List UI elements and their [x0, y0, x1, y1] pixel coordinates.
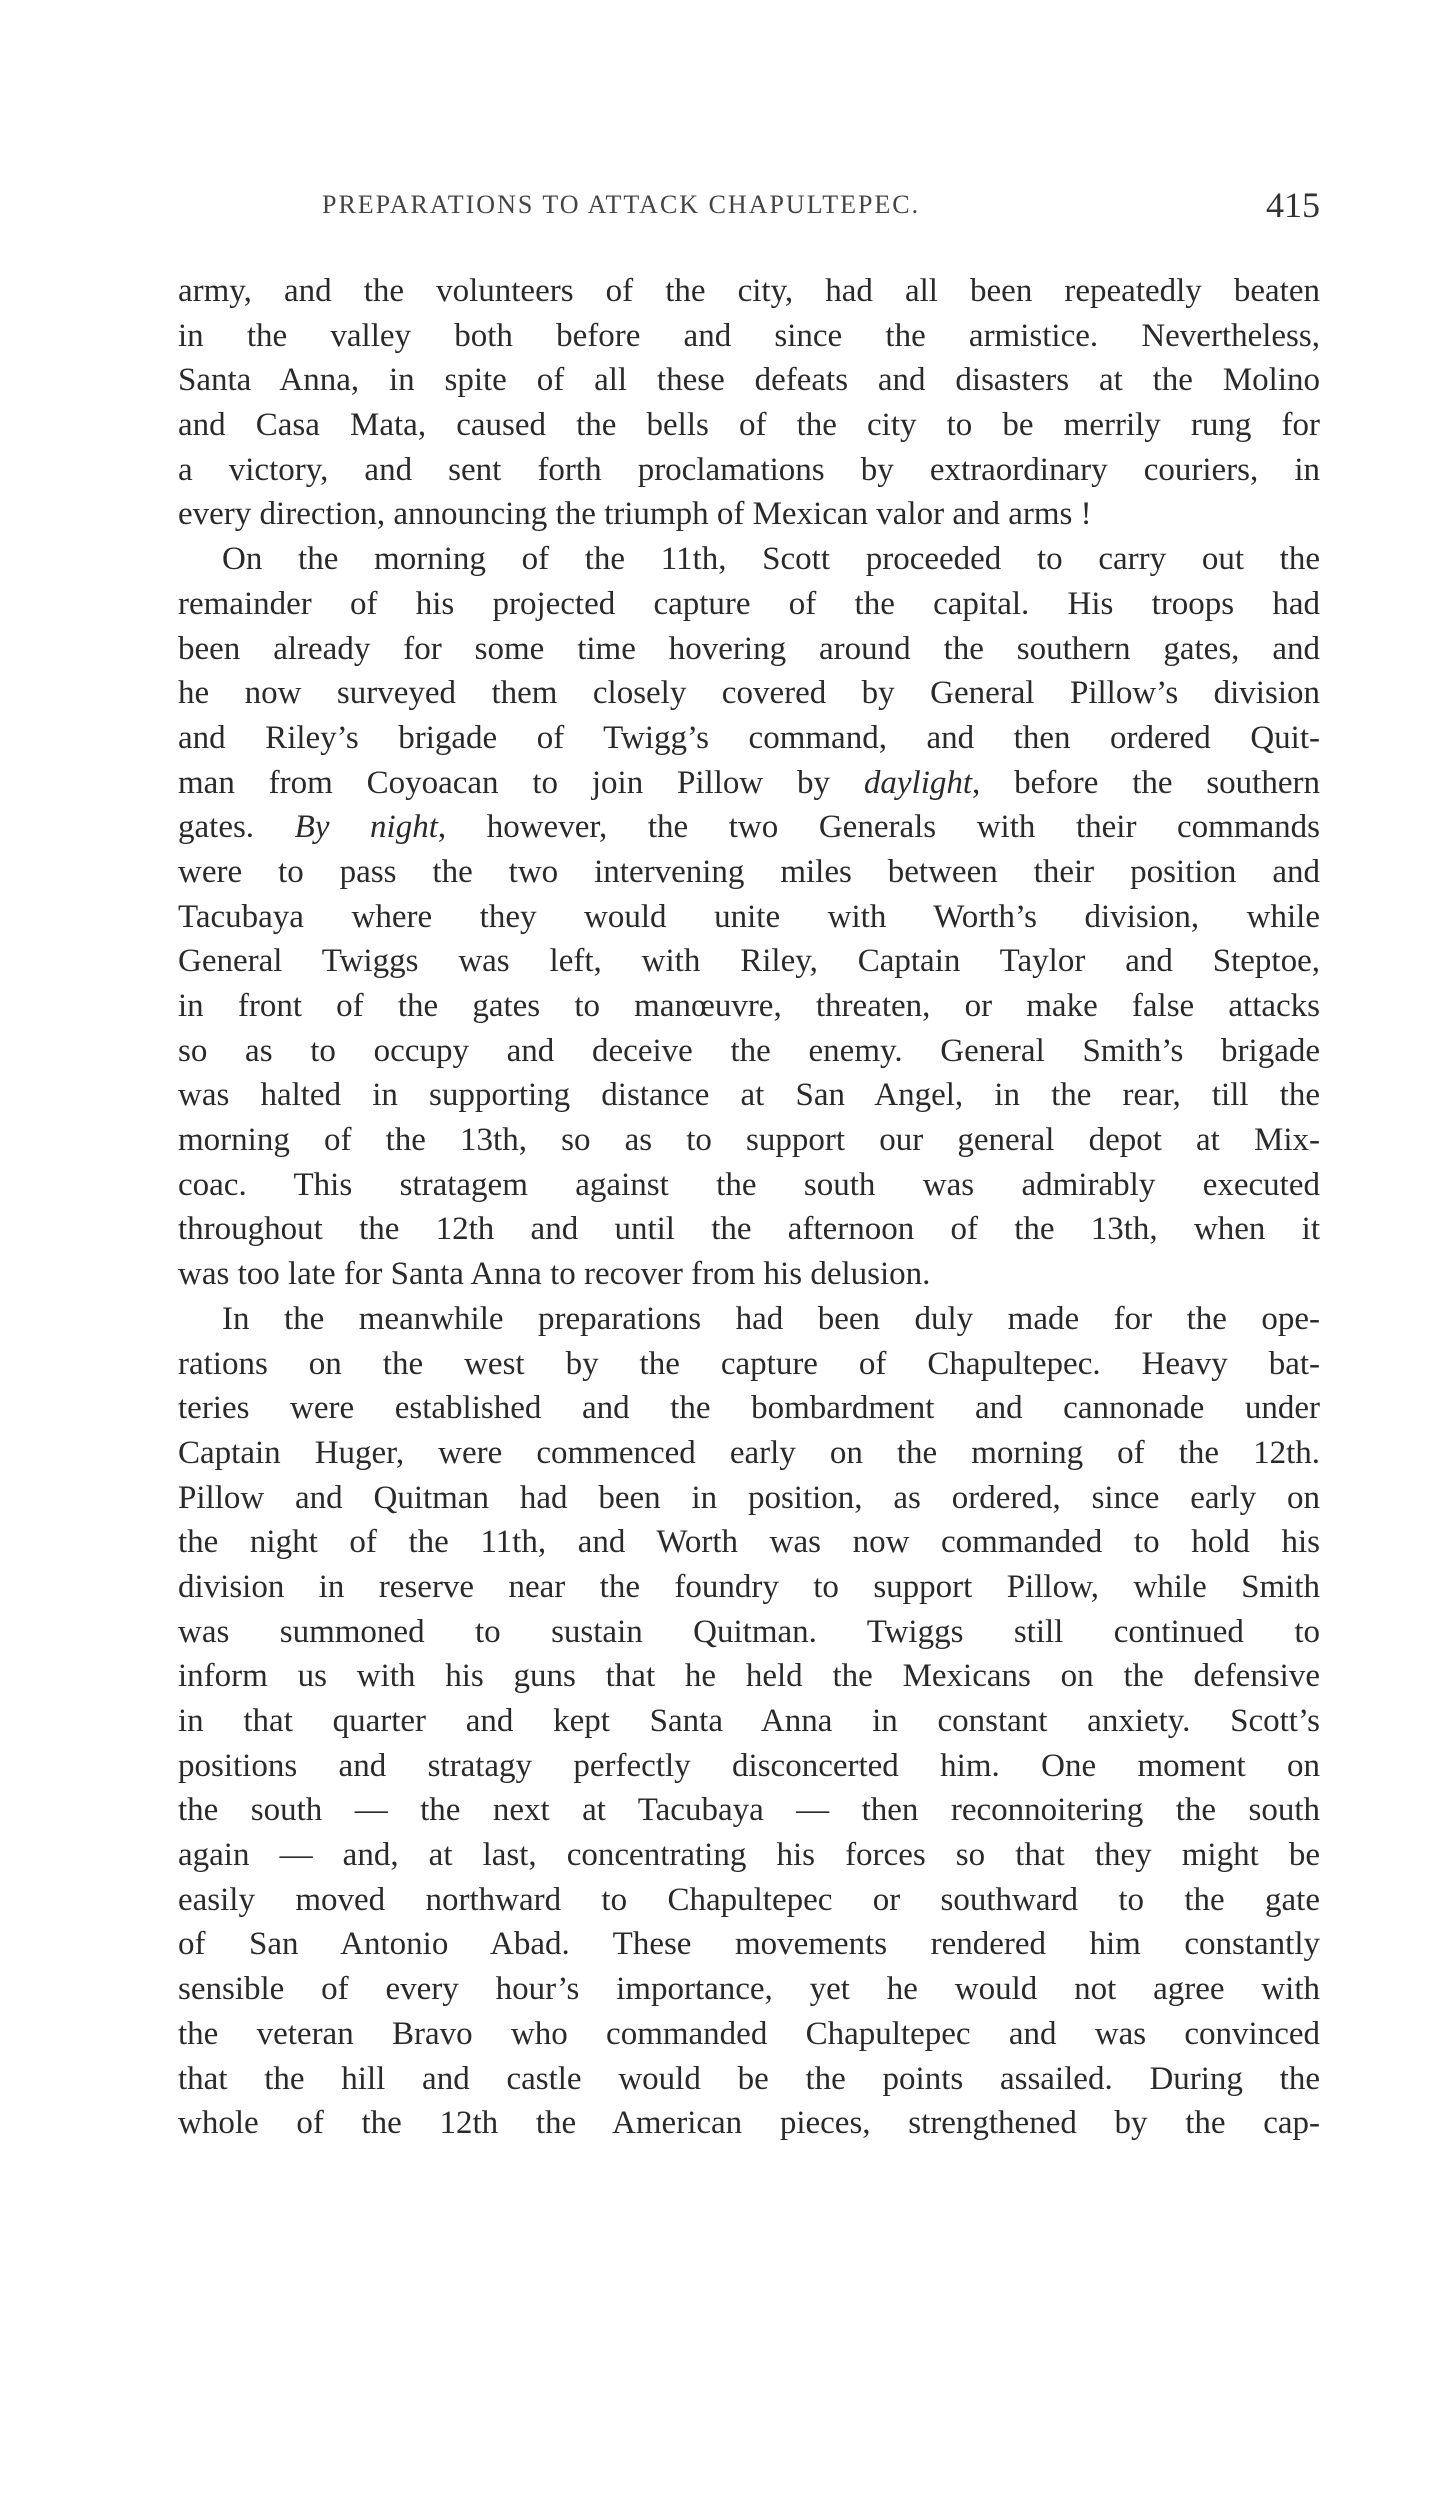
- text-run: gates.: [178, 809, 295, 846]
- text-line: [178, 1207, 1320, 1252]
- text-run: sensible of every hour’s importance, yet he would not agree with: [178, 1971, 1320, 2008]
- text-run: so as to occupy and deceive the enemy. General Smith’s brigade: [178, 1032, 1320, 1069]
- text-line: [178, 1967, 1320, 2012]
- text-run: was halted in supporting distance at San Angel, in the rear, till the: [178, 1077, 1320, 1114]
- text-line: [178, 537, 1320, 582]
- text-line: [178, 582, 1320, 627]
- text-line: [178, 761, 1320, 806]
- text-run: was summoned to sustain Quitman. Twiggs still continued to: [178, 1613, 1320, 1650]
- page-number: 415: [1266, 185, 1320, 225]
- text-run: the south — the next at Tacubaya — then reconnoitering the south: [178, 1792, 1320, 1829]
- text-line: [178, 1654, 1320, 1699]
- text-line: [178, 1878, 1320, 1923]
- text-line: [178, 716, 1320, 761]
- text-line: [178, 1610, 1320, 1655]
- text-line: [178, 1386, 1320, 1431]
- running-title: PREPARATIONS TO ATTACK CHAPULTEPEC.: [322, 190, 921, 219]
- running-head: [322, 184, 1320, 224]
- text-line: [178, 1163, 1320, 1208]
- text-line: [178, 314, 1320, 359]
- text-run: been already for some time hovering around the southern gates, and: [178, 630, 1320, 667]
- text-run: man from Coyoacan to join Pillow by: [178, 764, 864, 801]
- text-run: that the hill and castle would be the points assailed. During the: [178, 2060, 1320, 2097]
- text-line: [178, 895, 1320, 940]
- text-run: in that quarter and kept Santa Anna in constant anxiety. Scott’s: [178, 1703, 1320, 1739]
- text-run: division in reserve near the foundry to support Pillow, while Smith: [178, 1568, 1320, 1605]
- text-run: of San Antonio Abad. These movements rendered him constantly: [178, 1926, 1320, 1963]
- text-line: [178, 1788, 1320, 1833]
- text-run: On the morning of the 11th, Scott proceeded to carry out the: [222, 541, 1320, 578]
- text-line: [178, 492, 1320, 537]
- text-line: [178, 1744, 1320, 1789]
- text-line: [178, 1520, 1320, 1565]
- text-run: easily moved northward to Chapultepec or southward to the gate: [178, 1881, 1320, 1918]
- text-run: whole of the 12th the American pieces, strengthened by the cap-: [178, 2105, 1320, 2142]
- text-run: he now surveyed them closely covered by General Pillow’s division: [178, 675, 1320, 712]
- italic-text: By night: [294, 809, 438, 846]
- text-run: were to pass the two intervening miles between their position and: [178, 853, 1320, 890]
- text-line: [178, 1476, 1320, 1521]
- text-line: [178, 1431, 1320, 1476]
- text-run: , before the southern: [972, 764, 1320, 801]
- text-run: coac. This stratagem against the south was admirably executed: [178, 1166, 1320, 1203]
- text-run: in the valley both before and since the armistice. Nevertheless,: [178, 317, 1320, 354]
- text-line: [178, 1342, 1320, 1387]
- text-run: Tacubaya where they would unite with Worth’s division, while: [178, 898, 1320, 935]
- text-run: the night of the 11th, and Worth was now commanded to hold his: [178, 1524, 1320, 1561]
- text-run: and Casa Mata, caused the bells of the city to be merrily rung for: [178, 407, 1320, 444]
- text-line: [178, 1922, 1320, 1967]
- text-line: [178, 2101, 1320, 2146]
- text-run: a victory, and sent forth proclamations by extraordinary couriers, in: [178, 451, 1320, 488]
- text-run: teries were established and the bombardment and cannonade under: [178, 1390, 1320, 1427]
- text-line: [178, 939, 1320, 984]
- text-line: [178, 805, 1320, 850]
- text-line: [178, 448, 1320, 493]
- text-run: , however, the two Generals with their commands: [437, 809, 1320, 846]
- text-line: [178, 2012, 1320, 2057]
- text-line: [178, 2057, 1320, 2102]
- text-run: again — and, at last, concentrating his forces so that they might be: [178, 1837, 1320, 1874]
- text-line: [178, 627, 1320, 672]
- text-line: [178, 269, 1320, 314]
- text-run: was too late for Santa Anna to recover from his delusion.: [178, 1256, 931, 1293]
- text-run: Pillow and Quitman had been in position, as ordered, since early on: [178, 1479, 1320, 1516]
- text-run: throughout the 12th and until the afternoon of the 13th, when it: [178, 1211, 1320, 1248]
- text-line: [178, 1565, 1320, 1610]
- italic-text: daylight: [863, 764, 973, 801]
- text-run: inform us with his guns that he held the Mexicans on the defensive: [178, 1658, 1320, 1695]
- text-line: [178, 358, 1320, 403]
- text-run: morning of the 13th, so as to support our general depot at Mix-: [178, 1122, 1320, 1159]
- text-line: [178, 984, 1320, 1029]
- text-run: in front of the gates to manœuvre, threaten, or make false attacks: [178, 988, 1320, 1024]
- text-line: [178, 671, 1320, 716]
- text-line: [178, 850, 1320, 895]
- text-run: Santa Anna, in spite of all these defeats and disasters at the Molino: [178, 362, 1320, 399]
- text-line: [178, 1699, 1320, 1744]
- text-line: [178, 1118, 1320, 1163]
- text-run: and Riley’s brigade of Twigg’s command, and then ordered Quit-: [178, 719, 1320, 756]
- text-run: In the meanwhile preparations had been duly made for the ope-: [222, 1300, 1320, 1337]
- text-run: remainder of his projected capture of the capital. His troops had: [178, 585, 1320, 622]
- text-run: Captain Huger, were commenced early on the morning of the 12th.: [178, 1434, 1320, 1471]
- text-run: positions and stratagy perfectly disconcerted him. One moment on: [178, 1747, 1320, 1784]
- text-run: rations on the west by the capture of Chapultepec. Heavy bat-: [178, 1345, 1320, 1382]
- body-text: [178, 269, 1320, 2146]
- text-line: [178, 1029, 1320, 1074]
- text-run: General Twiggs was left, with Riley, Captain Taylor and Steptoe,: [178, 943, 1320, 980]
- text-run: army, and the volunteers of the city, had all been repeatedly beaten: [178, 273, 1320, 309]
- text-line: [178, 1073, 1320, 1118]
- text-run: the veteran Bravo who commanded Chapultepec and was convinced: [178, 2015, 1320, 2052]
- text-line: [178, 1833, 1320, 1878]
- text-run: every direction, announcing the triumph of Mexican valor and arms !: [178, 496, 1092, 533]
- text-line: [178, 1252, 1320, 1297]
- text-line: [178, 1297, 1320, 1342]
- text-line: [178, 403, 1320, 448]
